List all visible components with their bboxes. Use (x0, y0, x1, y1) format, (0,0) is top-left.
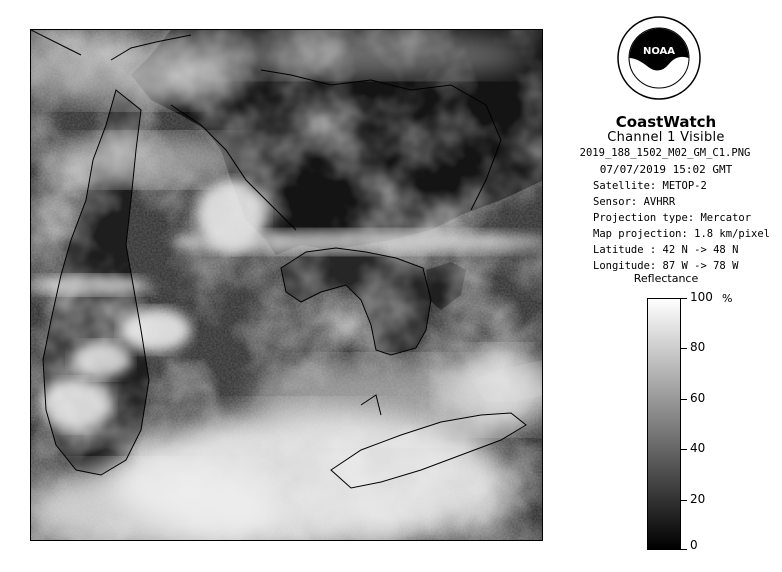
colorbar-tick-label: 0 (690, 538, 698, 552)
filename-label: 2019_188_1502_M02_GM_C1.PNG (579, 147, 751, 159)
colorbar-title: Reflectance (633, 272, 699, 285)
colorbar-tick-label: 40 (690, 441, 706, 456)
colorbar-tick-mark (681, 500, 687, 501)
noaa-logo (617, 16, 701, 100)
colorbar-tick-label: 60 (690, 390, 706, 405)
colorbar (647, 298, 681, 550)
latitude-label: Latitude : 42 N -> 48 N (593, 244, 739, 256)
colorbar-tick-mark (681, 549, 687, 550)
product-title: CoastWatch (615, 113, 717, 131)
colorbar-tick-mark (681, 348, 687, 349)
colorbar-unit: % (722, 292, 733, 305)
colorbar-tick-mark (681, 449, 687, 450)
colorbar-tick-mark (681, 399, 687, 400)
colorbar-tick-mark (681, 298, 687, 299)
colorbar-tick-label: 20 (690, 491, 706, 506)
sensor-label: Sensor: AVHRR (593, 196, 676, 208)
colorbar-tick-label: 80 (690, 340, 706, 355)
satellite-image (30, 29, 543, 541)
channel-label: Channel 1 Visible (607, 130, 725, 145)
map-projection-label: Map projection: 1.8 km/pixel (593, 228, 771, 240)
cloud-cover (31, 30, 543, 541)
noaa-logo-text: NOAA (642, 46, 676, 57)
satellite-label: Satellite: METOP-2 (593, 180, 707, 192)
projection-type-label: Projection type: Mercator (593, 212, 752, 224)
longitude-label: Longitude: 87 W -> 78 W (593, 260, 739, 272)
colorbar-tick-label: 100 (690, 290, 713, 304)
datetime-label: 07/07/2019 15:02 GMT (599, 163, 733, 176)
